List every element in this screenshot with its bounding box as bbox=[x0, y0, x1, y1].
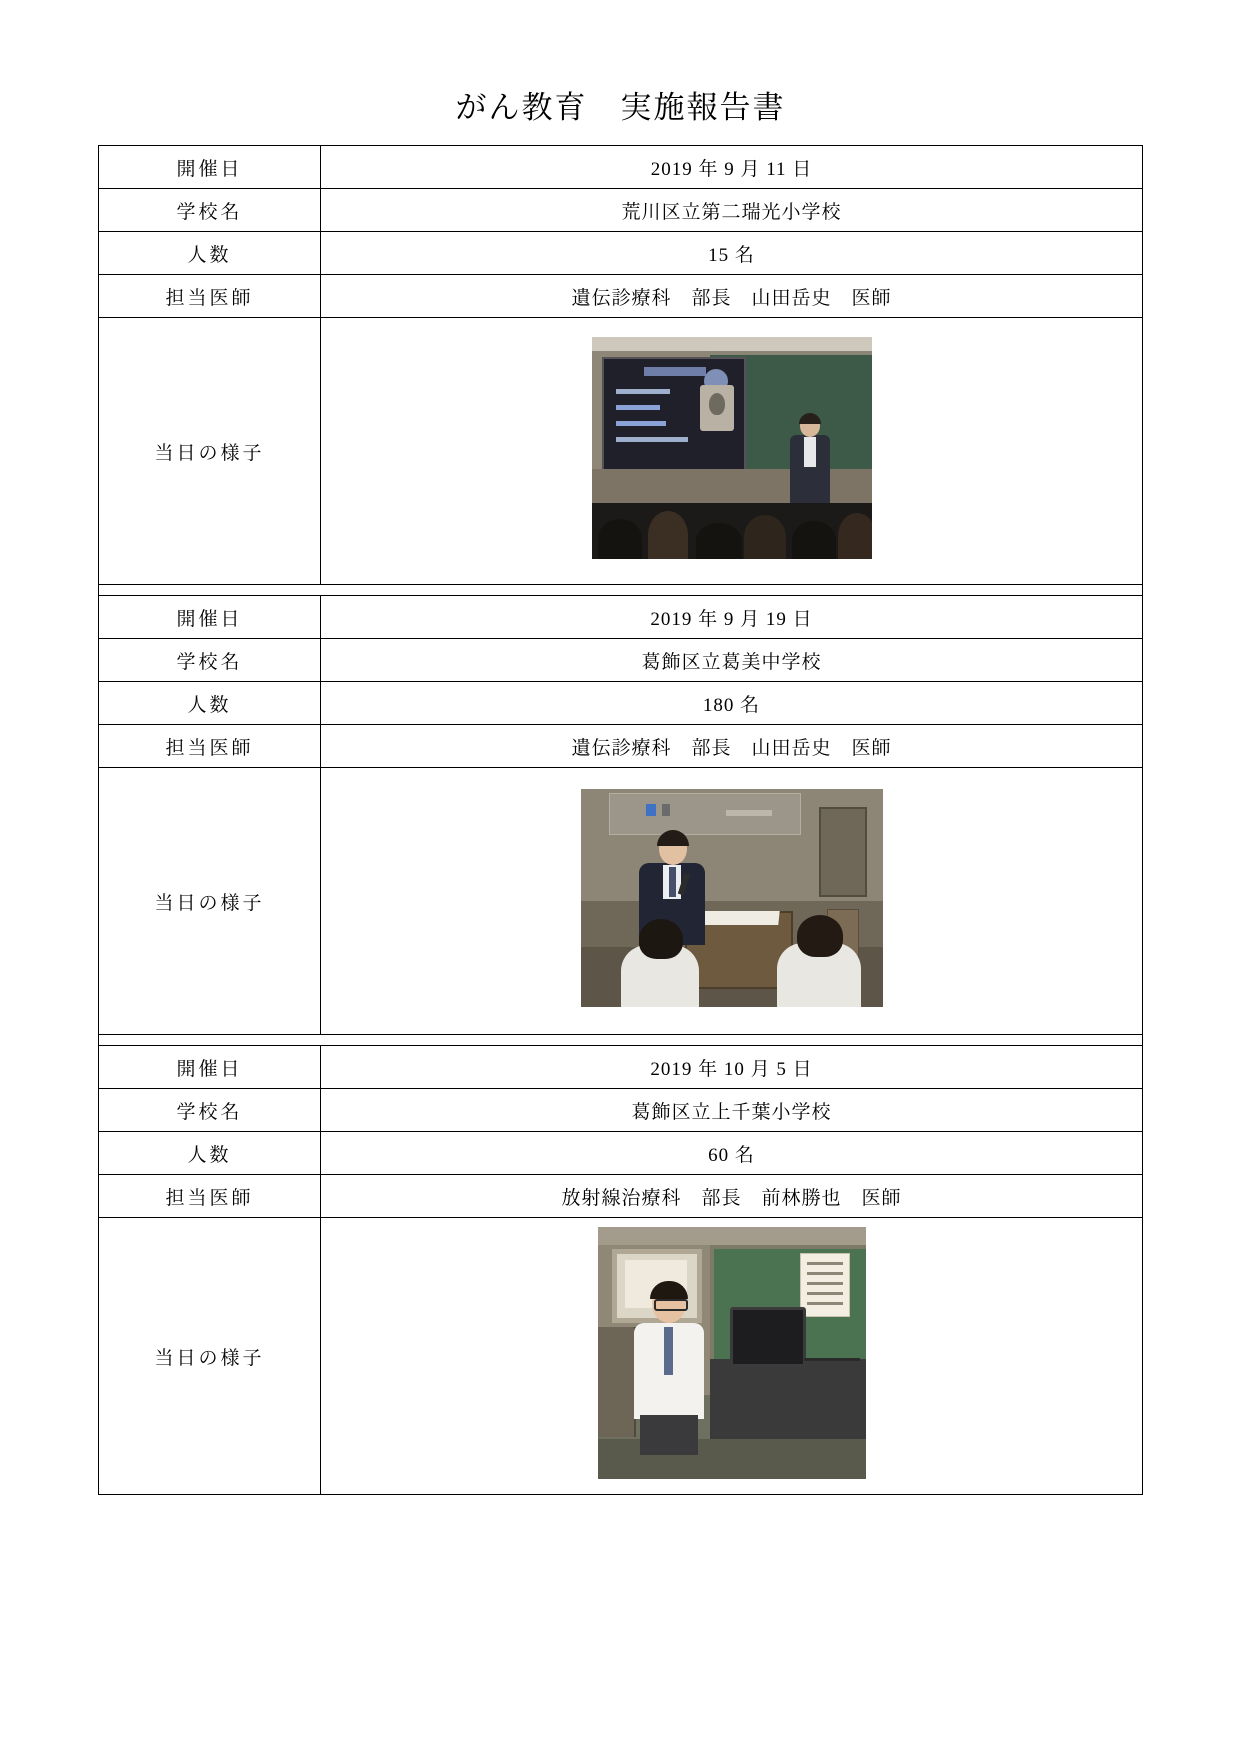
table-row bbox=[99, 1046, 1143, 1089]
table-row-photo bbox=[99, 318, 1143, 585]
event-photo-2 bbox=[581, 789, 883, 1007]
table-row bbox=[99, 682, 1143, 725]
table-row bbox=[99, 1132, 1143, 1175]
value-count: 15 名 bbox=[321, 232, 1143, 275]
label-photo: 当日の様子 bbox=[99, 1218, 321, 1495]
label-doctor: 担当医師 bbox=[99, 275, 321, 318]
value-doctor: 遺伝診療科 部長 山田岳史 医師 bbox=[321, 725, 1143, 768]
table-row bbox=[99, 275, 1143, 318]
table-row bbox=[99, 189, 1143, 232]
label-school: 学校名 bbox=[99, 639, 321, 682]
table-row-photo bbox=[99, 768, 1143, 1035]
label-school: 学校名 bbox=[99, 1089, 321, 1132]
value-count: 180 名 bbox=[321, 682, 1143, 725]
table-row bbox=[99, 1089, 1143, 1132]
event-photo-3 bbox=[598, 1227, 866, 1479]
label-photo: 当日の様子 bbox=[99, 768, 321, 1035]
label-count: 人数 bbox=[99, 682, 321, 725]
table-row bbox=[99, 146, 1143, 189]
table-row-photo bbox=[99, 1218, 1143, 1495]
photo-cell bbox=[321, 1218, 1143, 1495]
label-school: 学校名 bbox=[99, 189, 321, 232]
value-doctor: 放射線治療科 部長 前林勝也 医師 bbox=[321, 1175, 1143, 1218]
event-photo-1 bbox=[592, 337, 872, 559]
value-date: 2019 年 9 月 11 日 bbox=[321, 146, 1143, 189]
label-date: 開催日 bbox=[99, 596, 321, 639]
value-date: 2019 年 10 月 5 日 bbox=[321, 1046, 1143, 1089]
table-row bbox=[99, 232, 1143, 275]
value-count: 60 名 bbox=[321, 1132, 1143, 1175]
value-school: 葛飾区立葛美中学校 bbox=[321, 639, 1143, 682]
table-row bbox=[99, 1175, 1143, 1218]
value-date: 2019 年 9 月 19 日 bbox=[321, 596, 1143, 639]
label-date: 開催日 bbox=[99, 1046, 321, 1089]
photo-cell bbox=[321, 318, 1143, 585]
label-photo: 当日の様子 bbox=[99, 318, 321, 585]
photo-cell bbox=[321, 768, 1143, 1035]
value-school: 荒川区立第二瑞光小学校 bbox=[321, 189, 1143, 232]
table-row bbox=[99, 639, 1143, 682]
report-table bbox=[98, 145, 1143, 1495]
label-doctor: 担当医師 bbox=[99, 725, 321, 768]
label-date: 開催日 bbox=[99, 146, 321, 189]
page-title: がん教育 実施報告書 bbox=[455, 90, 786, 126]
value-doctor: 遺伝診療科 部長 山田岳史 医師 bbox=[321, 275, 1143, 318]
table-row bbox=[99, 725, 1143, 768]
value-school: 葛飾区立上千葉小学校 bbox=[321, 1089, 1143, 1132]
label-count: 人数 bbox=[99, 1132, 321, 1175]
label-doctor: 担当医師 bbox=[99, 1175, 321, 1218]
label-count: 人数 bbox=[99, 232, 321, 275]
table-row bbox=[99, 596, 1143, 639]
